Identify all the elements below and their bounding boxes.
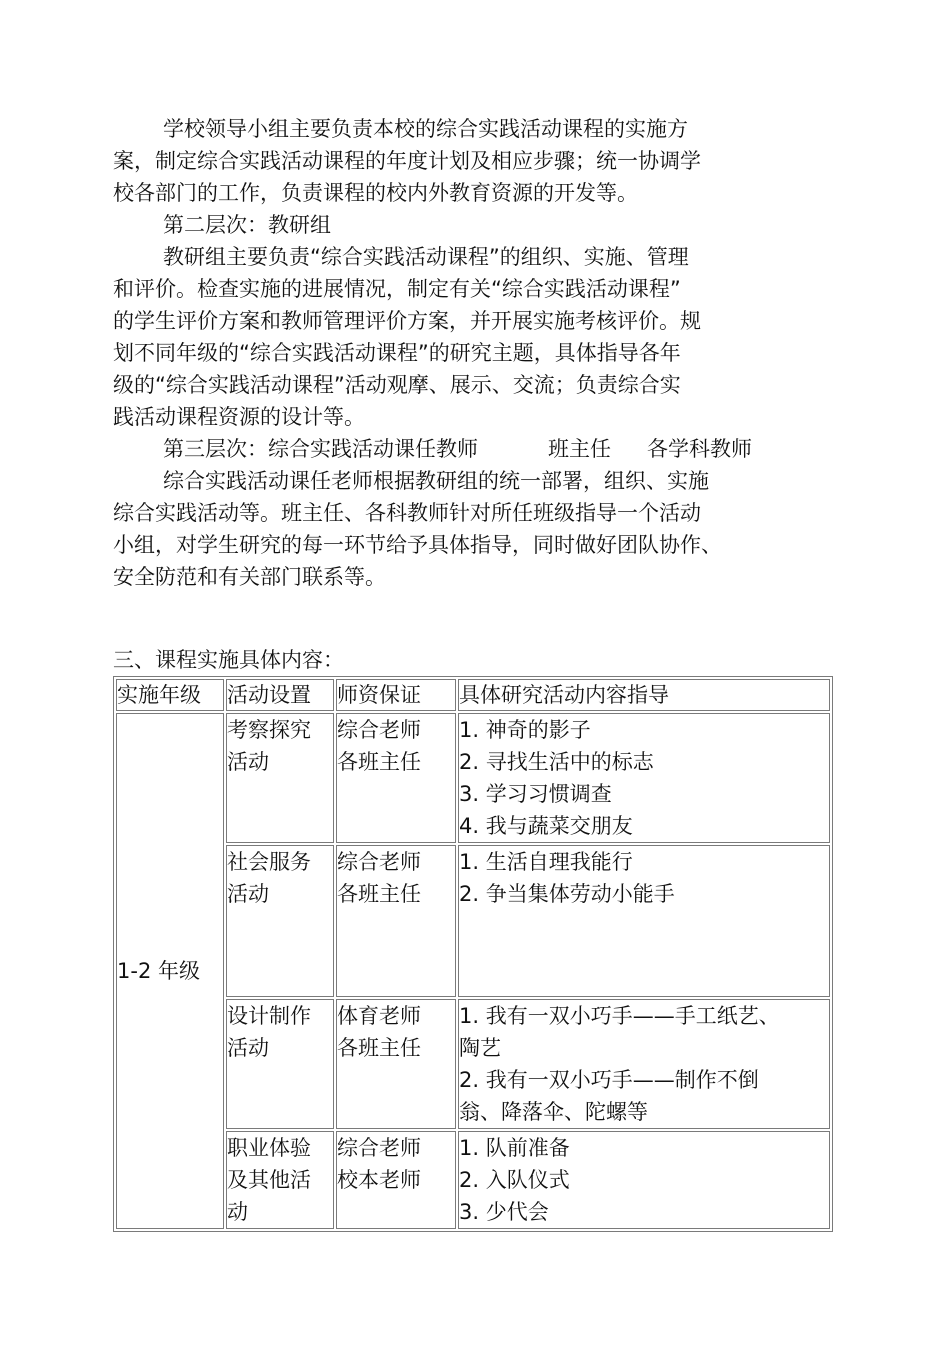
heading-level-three	[113, 433, 813, 465]
staff-cell	[336, 713, 456, 843]
content-item: 2. 争当集体劳动小能手	[459, 882, 675, 906]
paragraph-line: 学校领导小组主要负责本校的综合实践活动课程的实施方	[163, 117, 688, 141]
paragraph-line: 级的“综合实践活动课程”活动观摩、展示、交流；负责综合实	[113, 373, 681, 397]
staff-cell	[336, 999, 456, 1129]
activity-text: 活动	[227, 750, 269, 774]
activity-text: 动	[227, 1200, 248, 1224]
table-header-row	[116, 679, 830, 711]
level-three-class-teacher: 班主任	[548, 437, 611, 461]
paragraph-line: 的学生评价方案和教师管理评价方案，并开展实施考核评价。规	[113, 309, 701, 333]
paragraph-line: 案，制定综合实践活动课程的年度计划及相应步骤；统一协调学	[113, 149, 701, 173]
content-item: 翁、降落伞、陀螺等	[459, 1100, 648, 1124]
staff-text: 综合老师	[337, 1136, 421, 1160]
paragraph-line: 和评价。检查实施的进展情况，制定有关“综合实践活动课程”	[113, 277, 681, 301]
header-staff: 师资保证	[336, 679, 456, 711]
paragraph-line: 教研组主要负责“综合实践活动课程”的组织、实施、管理	[163, 245, 689, 269]
content-item: 1. 我有一双小巧手——手工纸艺、	[459, 1004, 780, 1028]
content-item: 2. 寻找生活中的标志	[459, 750, 654, 774]
paragraph-line: 校各部门的工作，负责课程的校内外教育资源的开发等。	[113, 181, 638, 205]
body-text	[113, 113, 813, 593]
staff-cell	[336, 1131, 456, 1229]
content-item: 2. 入队仪式	[459, 1168, 570, 1192]
staff-text: 综合老师	[337, 850, 421, 874]
activity-text: 及其他活	[227, 1168, 311, 1192]
staff-text: 体育老师	[337, 1004, 421, 1028]
paragraph-line: 小组，对学生研究的每一环节给予具体指导，同时做好团队协作、	[113, 533, 722, 557]
content-cell	[458, 845, 830, 997]
activity-text: 社会服务	[227, 850, 311, 874]
content-item: 1. 神奇的影子	[459, 718, 591, 742]
level-three-title: 第三层次：综合实践活动课任教师	[163, 437, 478, 461]
staff-text: 各班主任	[337, 750, 421, 774]
content-item: 1. 队前准备	[459, 1136, 570, 1160]
staff-text: 综合老师	[337, 718, 421, 742]
header-activity: 活动设置	[226, 679, 334, 711]
staff-text: 校本老师	[337, 1168, 421, 1192]
activity-text: 考察探究	[227, 718, 311, 742]
activity-text: 职业体验	[227, 1136, 311, 1160]
activity-cell	[226, 713, 334, 843]
header-content: 具体研究活动内容指导	[458, 679, 830, 711]
content-item: 3. 少代会	[459, 1200, 549, 1224]
content-cell	[458, 1131, 830, 1229]
staff-cell	[336, 845, 456, 997]
activity-cell	[226, 1131, 334, 1229]
paragraph-line: 安全防范和有关部门联系等。	[113, 565, 386, 589]
content-cell	[458, 713, 830, 843]
curriculum-table	[113, 676, 833, 1232]
heading-level-two: 第二层次：教研组	[163, 213, 331, 237]
table-row	[116, 713, 830, 843]
level-three-subject-teacher: 各学科教师	[647, 437, 752, 461]
activity-text: 活动	[227, 882, 269, 906]
staff-text: 各班主任	[337, 1036, 421, 1060]
activity-cell	[226, 999, 334, 1129]
activity-text: 活动	[227, 1036, 269, 1060]
content-item: 3. 学习习惯调查	[459, 782, 612, 806]
paragraph-line: 综合实践活动等。班主任、各科教师针对所任班级指导一个活动	[113, 501, 701, 525]
grade-cell: 1-2 年级	[116, 713, 224, 1229]
content-item: 2. 我有一双小巧手——制作不倒	[459, 1068, 759, 1092]
paragraph-line: 划不同年级的“综合实践活动课程”的研究主题，具体指导各年	[113, 341, 681, 365]
content-item: 4. 我与蔬菜交朋友	[459, 814, 633, 838]
activity-cell	[226, 845, 334, 997]
paragraph-line: 综合实践活动课任老师根据教研组的统一部署，组织、实施	[163, 469, 709, 493]
staff-text: 各班主任	[337, 882, 421, 906]
paragraph-line: 践活动课程资源的设计等。	[113, 405, 365, 429]
header-grade: 实施年级	[116, 679, 224, 711]
content-item: 陶艺	[459, 1036, 501, 1060]
content-item: 1. 生活自理我能行	[459, 850, 633, 874]
content-cell	[458, 999, 830, 1129]
section-heading: 三、课程实施具体内容：	[113, 648, 344, 672]
activity-text: 设计制作	[227, 1004, 311, 1028]
